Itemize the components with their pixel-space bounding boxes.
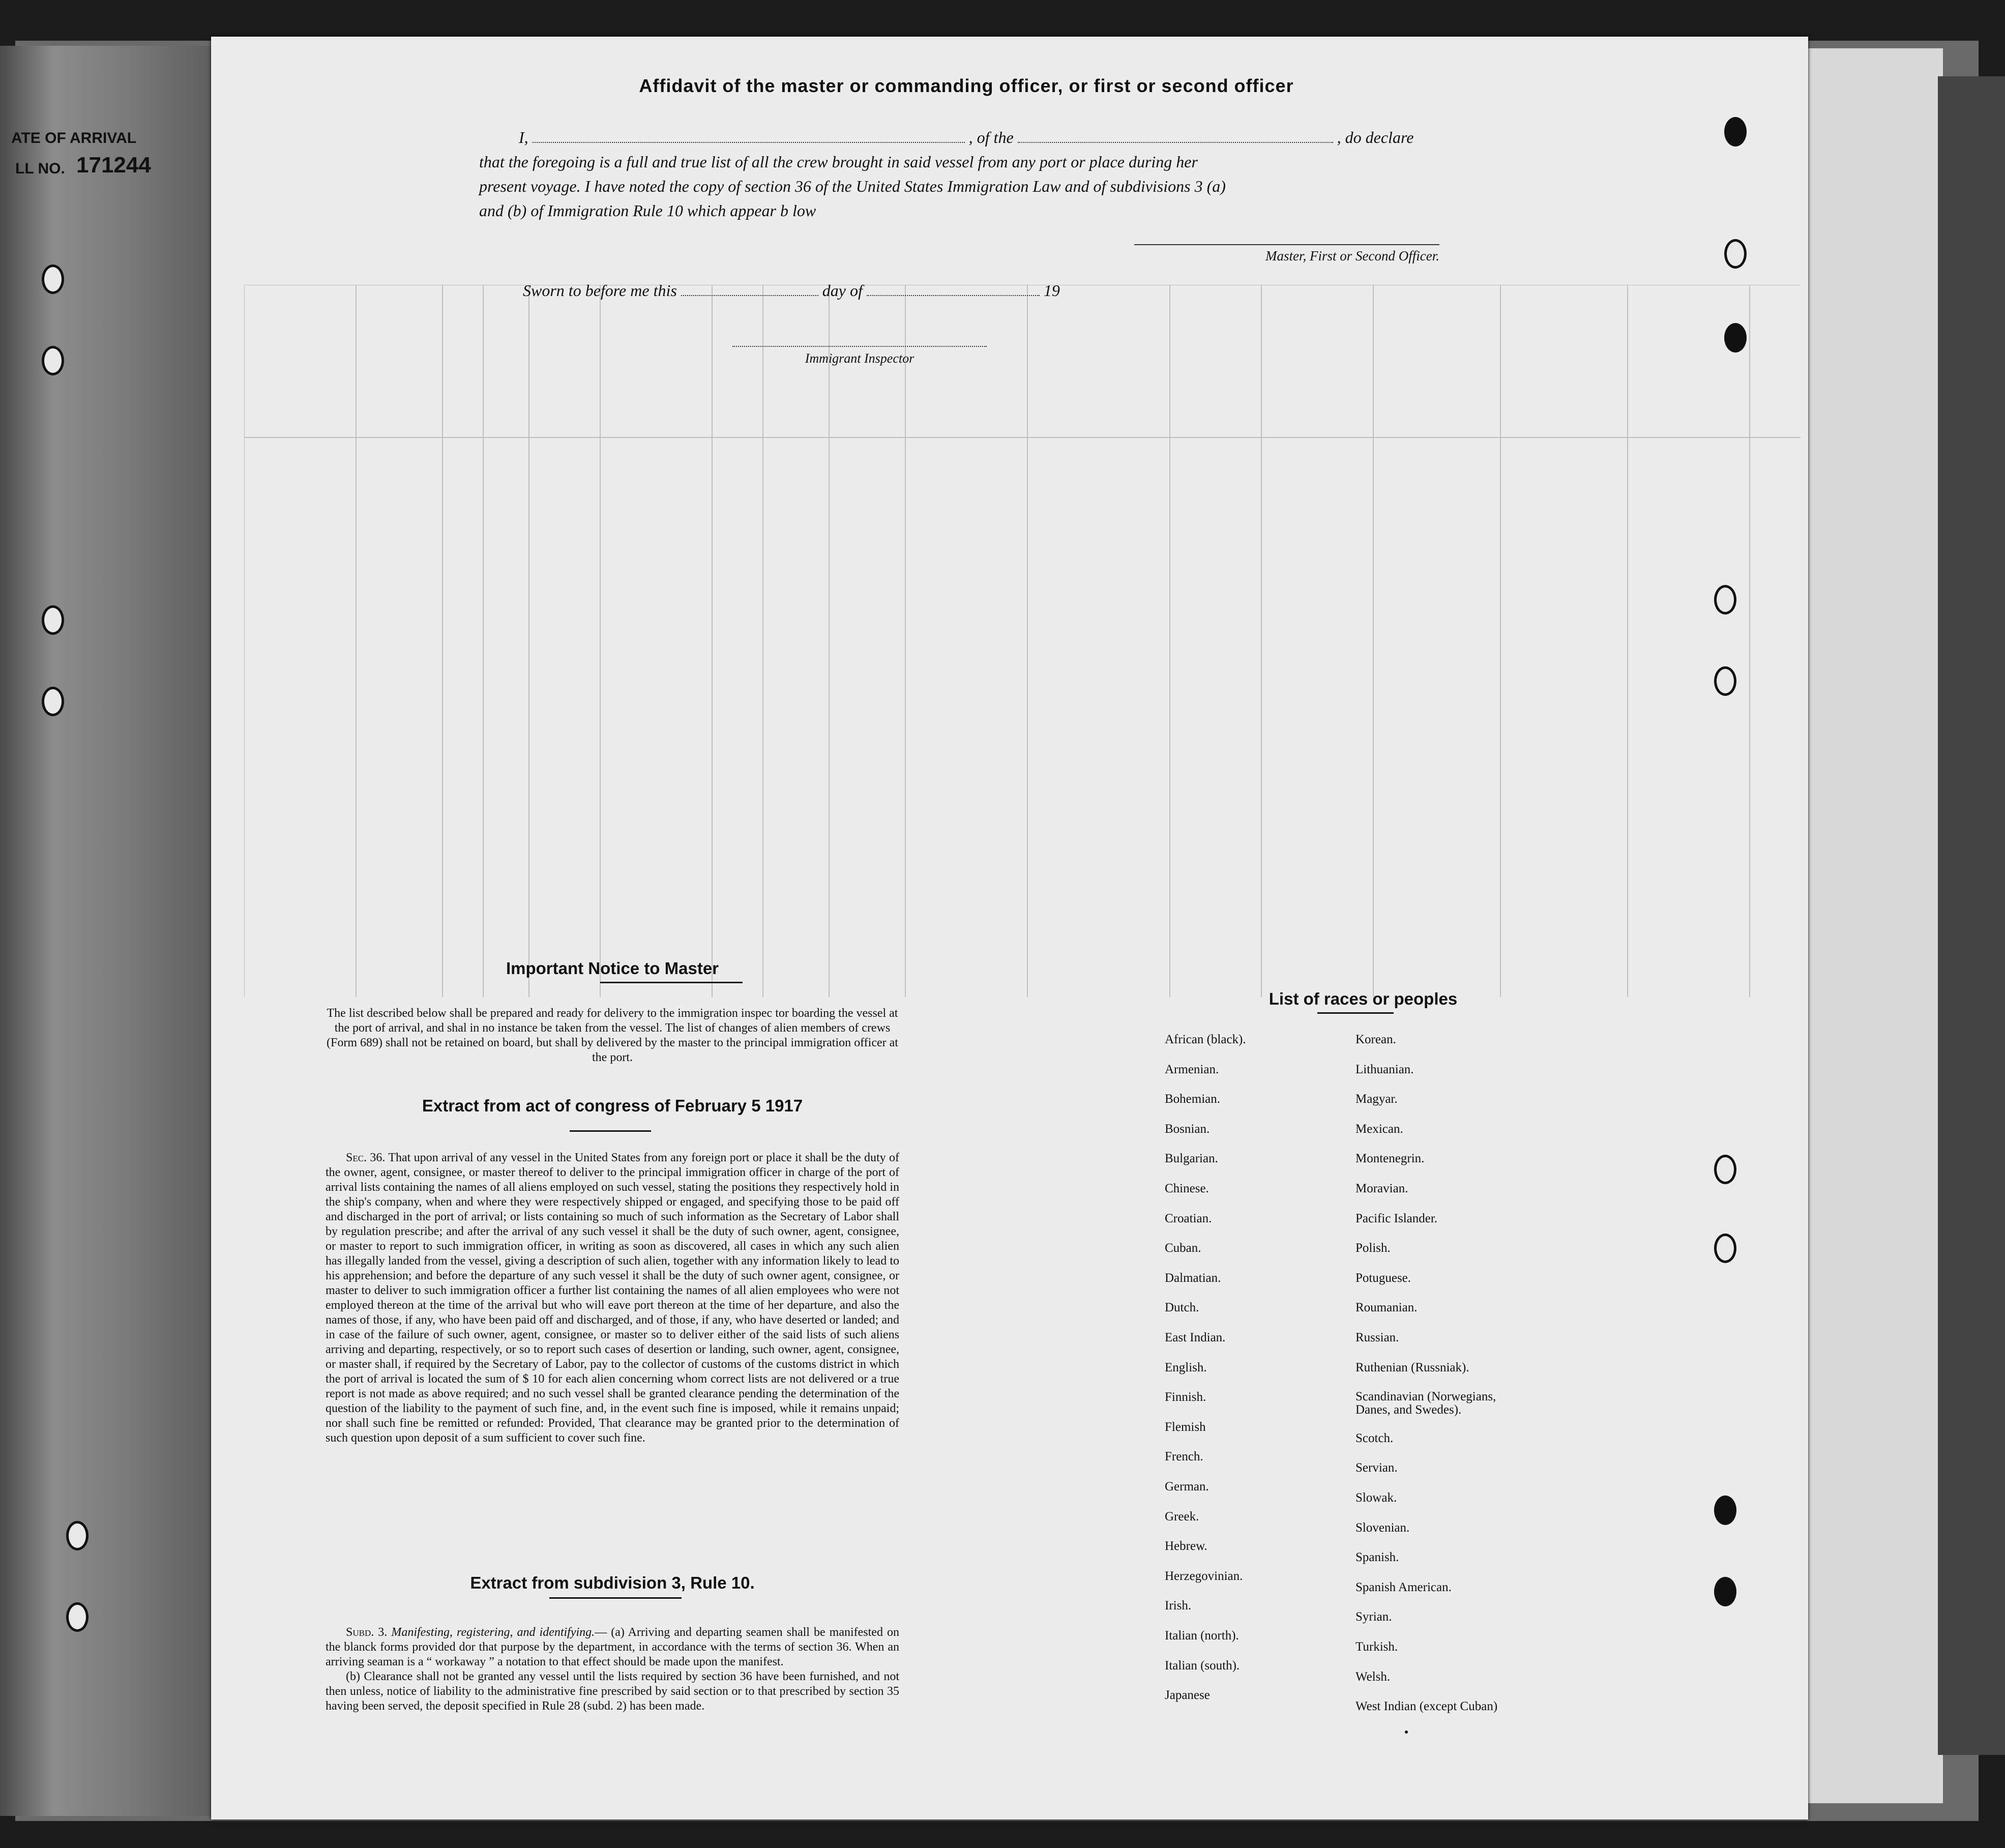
race-item: Spanish American. [1355, 1580, 1452, 1594]
punch-hole [42, 605, 64, 635]
race-item: Spanish. [1355, 1550, 1399, 1565]
races-title-underline [1317, 1012, 1394, 1014]
list-label: LL NO. [15, 160, 65, 177]
race-item: Bohemian. [1165, 1092, 1221, 1106]
right-border [1938, 76, 2005, 1755]
affidavit-line-1 [519, 128, 1413, 147]
race-item: West Indian (except Cuban) [1355, 1699, 1498, 1714]
ghost-ledger-grid [244, 285, 1801, 997]
notice-title: Important Notice to Master [506, 959, 719, 978]
race-item: Ruthenian (Russniak). [1355, 1360, 1469, 1374]
race-item: Lithuanian. [1355, 1062, 1414, 1076]
arrival-label: ATE OF ARRIVAL [11, 130, 137, 146]
affidavit-i: I, [519, 128, 528, 146]
punch-hole [1724, 239, 1747, 269]
punch-hole [66, 1602, 89, 1632]
punch-hole [1714, 1155, 1736, 1184]
sworn-line [523, 281, 1060, 300]
race-item: Servian. [1355, 1461, 1398, 1475]
race-item: Bosnian. [1165, 1122, 1210, 1136]
race-item: Bulgarian. [1165, 1152, 1218, 1166]
extract2-title: Extract from subdivision 3, Rule 10. [470, 1573, 755, 1592]
race-item: Potuguese. [1355, 1271, 1411, 1285]
sworn-month-blank [867, 282, 1040, 296]
extract1-title: Extract from act of congress of February 5 1917 [422, 1096, 803, 1115]
race-item: Greek. [1165, 1509, 1199, 1523]
list-number: 171244 [76, 153, 151, 178]
sworn-day-of: day of [822, 281, 863, 300]
race-item: Herzegovinian. [1165, 1569, 1243, 1583]
subdivision3-text [326, 1625, 899, 1714]
punch-hole [1714, 666, 1736, 696]
race-item: Mexican. [1355, 1122, 1403, 1136]
race-item: Slovenian. [1355, 1520, 1410, 1535]
punch-hole [1714, 1577, 1736, 1606]
affidavit-of-the: , of the [968, 128, 1014, 146]
race-item: Scotch. [1355, 1431, 1394, 1445]
sworn-day-blank [681, 282, 818, 296]
race-item: Croatian. [1165, 1211, 1212, 1225]
race-item: Chinese. [1165, 1182, 1209, 1195]
section36-lead: Sec. 36. [346, 1151, 386, 1164]
ink-dot [1405, 1730, 1408, 1734]
affidavit-line-2: that the foregoing is a full and true list of all the crew brought in said vessel from any port or place during her [479, 153, 1198, 171]
affidavit-line-3: present voyage. I have noted the copy of section 36 of the United States Immigration Law and of subdivisions 3 (a) [479, 177, 1226, 195]
race-item: Dutch. [1165, 1301, 1199, 1315]
race-item: Korean. [1355, 1033, 1396, 1046]
affidavit-do-declare: , do declare [1337, 128, 1414, 146]
race-item: Japanese [1165, 1688, 1210, 1703]
race-item: Finnish. [1165, 1390, 1206, 1404]
affidavit-title: Affidavit of the master or commanding officer, or first or second officer [639, 75, 1294, 96]
sworn-year: 19 [1043, 281, 1060, 300]
races-title: List of races or peoples [1269, 989, 1458, 1008]
race-item: Italian (north). [1165, 1629, 1239, 1642]
race-item: Magyar. [1355, 1092, 1398, 1106]
punch-hole [42, 346, 64, 375]
name-blank [533, 129, 965, 143]
race-item: Moravian. [1355, 1182, 1408, 1195]
punch-hole [1714, 585, 1736, 614]
race-item: African (black). [1165, 1033, 1246, 1046]
section36-body: That upon arrival of any vessel in the United States from any foreign port or place it shall be the duty of the owner, agent, consignee, or master thereof to deliver to the principal immigration officer in charge of the port of arrival lists containing the names of all aliens employed on such vessel, stating the positions they respectively hold in the ship's company, when and where they were respectively shipped or engaged, and specifying those to be paid off and discharged in the port of arrival; or lists containing so much of such information as the Secretary of Labor shall by regulation prescribe; and after the arrival of any such vessel it shall be the duty of such owner, agent, consignee, or master to report to such immigration officer, in writing as soon as discovered, all cases in which any such alien has illegally landed from the vessel, giving a description of such alien, together with any information likely to lead to his apprehension; and before the departure of any such vessel it shall be the duty of such owner agent, consignee, or master to deliver to such immigration officer a further list containing the names of all alien employees who were not employed thereon at the time of the arrival but who will eave port thereon at the time of her departure, and also the names of those, if any, who have been paid off and discharged, and of those, if any, who have deserted or landed; and in case of the failure of such owner, agent, consignee, or master so to deliver either of the said lists of such aliens arriving and departing, respectively, or so to report such cases of desertion or landing, such owner, agent, consignee, or master shall, if required by the Secretary of Labor, pay to the collector of customs of the customs district in which the port of arrival is located the sum of $ 10 for each alien concerning whom correct lists are not delivered or a true report is not made as above required; and no such vessel shall be granted clearance pending the determination of the question of the liability to the payment of such fine, and, in the event such fine is imposed, while it remains unpaid; nor shall such fine be remitted or refunded: Provided, That clearance may be granted prior to the determination of such question upon deposit of a sum sufficient to cover such fine. [326, 1151, 899, 1445]
punch-hole [66, 1521, 89, 1550]
inspector-label: Immigrant Inspector [805, 351, 915, 366]
race-item: East Indian. [1165, 1331, 1226, 1344]
punch-hole [1714, 1234, 1736, 1263]
race-item: Flemish [1165, 1420, 1206, 1434]
punch-hole [1714, 1495, 1736, 1525]
race-item: Slowak. [1355, 1491, 1397, 1505]
subd3-lead: Subd. 3. [346, 1626, 388, 1639]
race-item: Turkish. [1355, 1640, 1398, 1654]
left-underlying-sheet [0, 46, 214, 1816]
affidavit-line-4: and (b) of Immigration Rule 10 which appear b low [479, 201, 816, 220]
race-item: Syrian. [1355, 1610, 1392, 1624]
vessel-blank [1018, 129, 1333, 143]
race-item: German. [1165, 1480, 1209, 1493]
subd3-para-a: — (a) Arriving and departing seamen shall be manifested on the blanck forms provided dor that purpose by the department, in accordance with the terms of section 36. When an arriving seaman is a “ workaway ” a notation to that effect should be made upon the manifest. [326, 1626, 899, 1668]
punch-hole [1724, 323, 1747, 353]
race-item: Russian. [1355, 1331, 1399, 1344]
race-item: Armenian. [1165, 1062, 1219, 1076]
race-item: Scandinavian (Norwegians, Danes, and Swedes). [1355, 1390, 1496, 1417]
punch-hole [1724, 117, 1747, 146]
subd3-para-b: (b) Clearance shall not be granted any vessel until the lists required by section 36 have been furnished, and not then unless, notice of liability to the administrative fine prescribed by said section or to that prescribed by section 35 having been served, the deposit specified in Rule 28 (subd. 2) has been made. [326, 1670, 899, 1713]
race-item: English. [1165, 1360, 1207, 1374]
punch-hole [42, 265, 64, 294]
race-item: Dalmatian. [1165, 1271, 1221, 1285]
subd3-italic-head: Manifesting, registering, and identifying. [391, 1626, 595, 1639]
race-item: Polish. [1355, 1241, 1391, 1255]
race-item: Montenegrin. [1355, 1152, 1425, 1166]
sworn-label: Sworn to before me this [523, 281, 677, 300]
punch-hole [42, 687, 64, 716]
extract1-title-underline [570, 1130, 651, 1132]
race-item: Hebrew. [1165, 1539, 1207, 1553]
notice-title-underline [600, 982, 743, 983]
race-item: Italian (south). [1165, 1658, 1240, 1673]
section36-text [326, 1151, 899, 1446]
master-signature-rule [1134, 244, 1439, 245]
race-item: Pacific Islander. [1355, 1211, 1438, 1225]
back-sheet [1790, 48, 1943, 1803]
race-item: French. [1165, 1450, 1203, 1464]
extract2-title-underline [549, 1597, 682, 1599]
master-signature-label: Master, First or Second Officer. [1265, 248, 1439, 263]
race-item: Irish. [1165, 1599, 1192, 1613]
race-item: Roumanian. [1355, 1301, 1418, 1315]
inspector-signature-rule [732, 346, 987, 347]
race-item: Welsh. [1355, 1669, 1391, 1684]
race-item: Cuban. [1165, 1241, 1201, 1255]
notice-body: The list described below shall be prepared and ready for delivery to the immigration inspec tor boarding the vessel at the port of arrival, and shal in no instance be taken from the vessel. The list of changes of alien members of crews (Form 689) shall not be retained on board, but shall by delivered by the master to the principal immigration officer at the port. [327, 1007, 898, 1064]
